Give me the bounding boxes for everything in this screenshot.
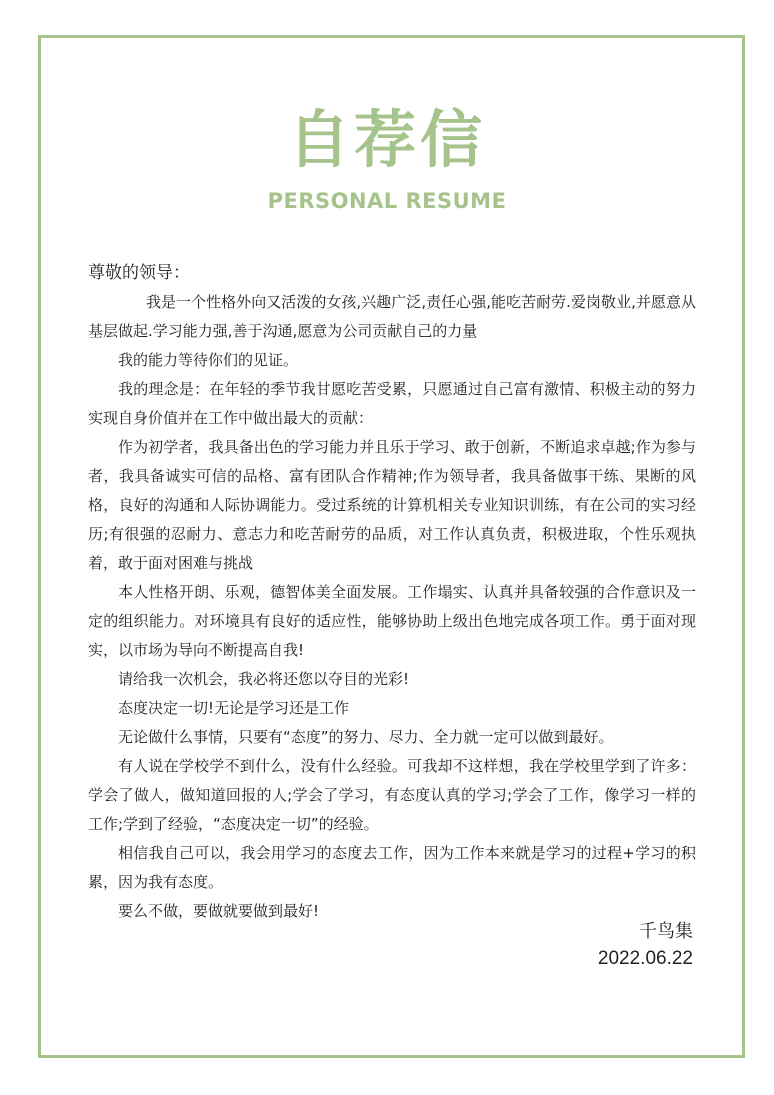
signature-date: 2022.06.22	[597, 948, 693, 969]
letter-body	[88, 288, 696, 926]
letter-title: 自荐信	[287, 103, 486, 176]
paragraph-philosophy: 我的理念是：在年轻的季节我甘愿吃苦受累，只愿通过自己富有激情、积极主动的努力实现自身价值并在工作中做出最大的贡献：	[88, 380, 696, 427]
paragraph-intro: 我是一个性格外向又活泼的女孩,兴趣广泛,责任心强,能吃苦耐劳.爱岗敬业,并愿意从基层做起.学习能力强,善于沟通,愿意为公司贡献自己的力量	[88, 293, 696, 340]
paragraph-personality: 本人性格开朗、乐观，德智体美全面发展。工作塌实、认真并具备较强的合作意识及一定的组织能力。对环境具有良好的适应性，能够协助上级出色地完成各项工作。勇于面对现实，以市场为导向不断提高自我!	[88, 583, 696, 659]
paragraph-ability: 我的能力等待你们的见证。	[118, 351, 299, 369]
salutation: 尊敬的领导：	[88, 263, 190, 283]
paragraph-closing: 要么不做，要做就要做到最好!	[118, 902, 320, 920]
paragraph-attitude: 态度决定一切!无论是学习还是工作	[118, 699, 350, 717]
letter-subtitle: PERSONAL RESUME	[267, 189, 507, 213]
paragraph-effort: 无论做什么事情，只要有“态度”的努力、尽力、全力就一定可以做到最好。	[118, 728, 614, 746]
signature-name: 千鸟集	[639, 921, 693, 942]
paragraph-roles: 作为初学者，我具备出色的学习能力并且乐于学习、敢于创新，不断追求卓越;作为参与者，我具备诚实可信的品格、富有团队合作精神;作为领导者，我具备做事干练、果断的风格，良好的沟通和人际协调能力。受过系统的计算机相关专业知识训练，有在公司的实习经历;有很强的忍耐力、意志力和吃苦耐劳的品质，对工作认真负责，积极进取，个性乐观执着，敢于面对困难与挑战	[88, 438, 696, 572]
paragraph-request: 请给我一次机会，我必将还您以夺目的光彩!	[118, 670, 410, 688]
paragraph-confidence: 相信我自己可以，我会用学习的态度去工作，因为工作本来就是学习的过程+学习的积累，因为我有态度。	[88, 844, 696, 891]
paragraph-school: 有人说在学校学不到什么，没有什么经验。可我却不这样想，我在学校里学到了许多：学会了做人，做知道回报的人;学会了学习，有态度认真的学习;学会了工作，像学习一样的工作;学到了经验，“态度决定一切”的经验。	[88, 757, 696, 833]
